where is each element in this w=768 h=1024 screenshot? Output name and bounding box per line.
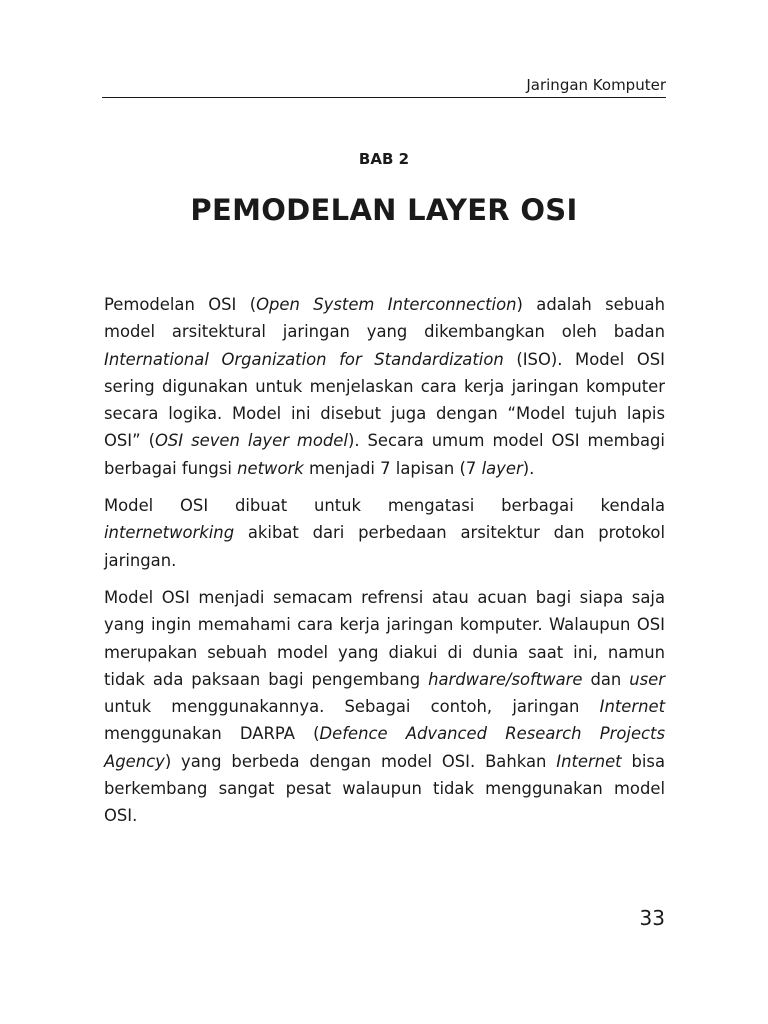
text-segment: ). Secara umum model OSI membagi berbagai fungsi bbox=[104, 431, 665, 478]
page-number: 33 bbox=[639, 906, 665, 930]
italic-term: Defence Advanced Research Projects Agency bbox=[104, 724, 666, 771]
chapter-title: PEMODELAN LAYER OSI bbox=[190, 193, 578, 227]
italic-term: network bbox=[237, 458, 304, 478]
italic-term: Open System Interconnection bbox=[256, 295, 517, 314]
text-segment: bisa berkembang sangat pesat walaupun tidak menggunakan model OSI. bbox=[104, 751, 665, 826]
italic-term: internetworking bbox=[104, 523, 235, 543]
paragraph-2 bbox=[104, 492, 665, 574]
text-segment: Model OSI menjadi semacam refrensi atau acuan bagi siapa saja yang ingin memahami cara kerja jaringan komputer. Walaupun OSI merupakan sebuah model yang diakui di dunia saat ini, namun tidak ada paksaan bagi pengembang bbox=[104, 587, 665, 689]
italic-term: OSI seven layer model bbox=[154, 431, 348, 451]
text-segment: akibat dari perbedaan arsitektur dan protokol jaringan. bbox=[104, 523, 665, 570]
body-text bbox=[104, 291, 665, 840]
text-segment: menjadi 7 lapisan (7 bbox=[303, 458, 482, 478]
text-segment: untuk menggunakannya. Sebagai contoh, jaringan bbox=[104, 697, 600, 717]
running-header-title: Jaringan Komputer bbox=[526, 76, 666, 94]
text-segment: dan bbox=[582, 669, 630, 689]
italic-term: Internet bbox=[556, 751, 622, 771]
text-segment: Pemodelan OSI ( bbox=[104, 295, 257, 314]
paragraph-3 bbox=[104, 584, 665, 830]
text-segment: ) adalah sebuah model arsitektural jaringan yang dikembangkan oleh badan bbox=[104, 295, 665, 342]
italic-term: user bbox=[629, 669, 665, 689]
italic-term: International Organization for Standardization bbox=[104, 349, 504, 369]
text-segment: ) yang berbeda dengan model OSI. Bahkan bbox=[164, 751, 557, 771]
text-segment: ). bbox=[522, 458, 535, 478]
chapter-label: BAB 2 bbox=[358, 150, 410, 168]
running-header bbox=[102, 75, 666, 98]
text-segment: (ISO). Model OSI sering digunakan untuk menjelaskan cara kerja jaringan komputer secara logika. Model ini disebut juga dengan “Model tujuh lapis OSI” ( bbox=[104, 349, 665, 451]
paragraph-1 bbox=[104, 291, 665, 482]
italic-term: hardware/software bbox=[428, 669, 583, 689]
text-segment: Model OSI dibuat untuk mengatasi berbagai kendala bbox=[104, 496, 665, 516]
text-segment: menggunakan DARPA ( bbox=[104, 724, 320, 744]
italic-term: layer bbox=[481, 458, 523, 478]
italic-term: Internet bbox=[599, 697, 665, 717]
